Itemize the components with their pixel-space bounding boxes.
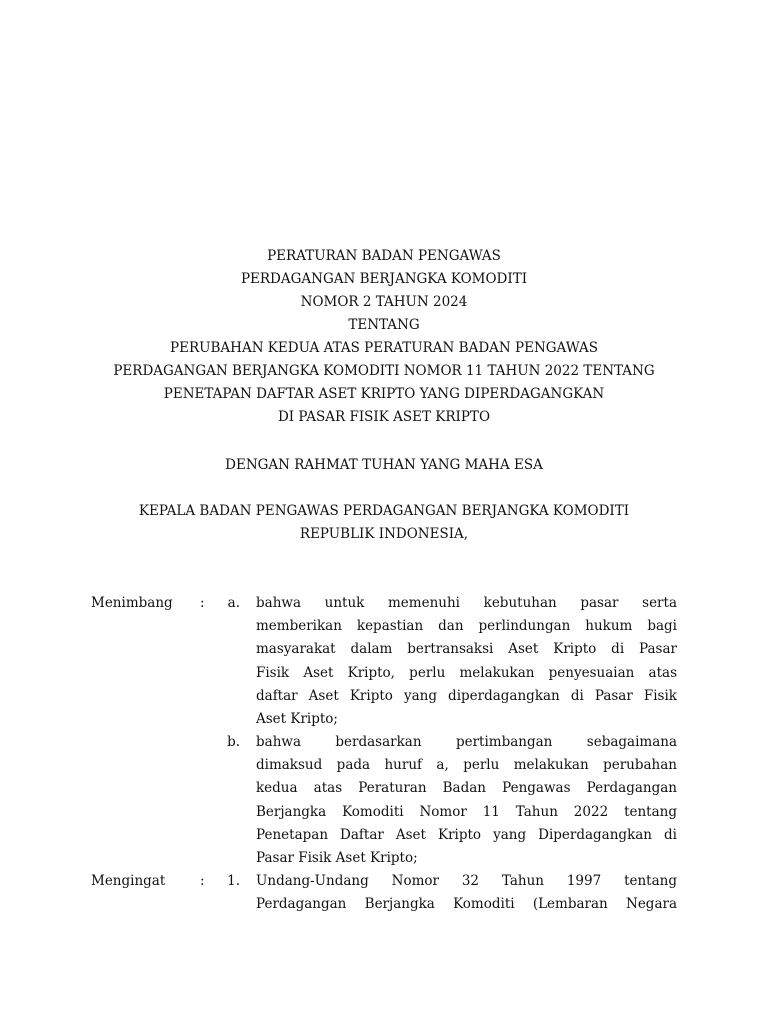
item-marker: a. bbox=[227, 595, 240, 611]
kepala-heading bbox=[0, 500, 768, 546]
text-line: Undang-Undang Nomor 32 Tahun 1997 tentang bbox=[256, 873, 677, 889]
item-text bbox=[256, 592, 677, 731]
rahmat-line: DENGAN RAHMAT TUHAN YANG MAHA ESA bbox=[225, 457, 543, 473]
text-line: Pasar Fisik Aset Kripto; bbox=[256, 849, 418, 866]
text-line: bahwa untuk memenuhi kebutuhan pasar serta bbox=[256, 595, 677, 611]
text-line: Aset Kripto; bbox=[256, 710, 338, 727]
item-marker: b. bbox=[227, 734, 240, 750]
title-line: PERUBAHAN KEDUA ATAS PERATURAN BADAN PENGAWAS bbox=[170, 340, 598, 356]
text-line: kedua atas Peraturan Badan Pengawas Perdagangan bbox=[256, 780, 677, 797]
title-line: PERDAGANGAN BERJANGKA KOMODITI bbox=[240, 271, 528, 287]
title-line: PERDAGANGAN BERJANGKA KOMODITI NOMOR 11 TAHUN 2022 TENTANG bbox=[113, 363, 655, 379]
text-line: memberikan kepastian dan perlindungan hukum bagi bbox=[256, 618, 677, 635]
title-line: NOMOR 2 TAHUN 2024 bbox=[300, 294, 468, 310]
text-line: masyarakat dalam bertransaksi Aset Kripto di Pasar bbox=[256, 641, 677, 658]
text-line: dimaksud pada huruf a, perlu melakukan perubahan bbox=[256, 757, 677, 774]
kepala-line: REPUBLIK INDONESIA, bbox=[299, 526, 469, 542]
title-line: TENTANG bbox=[348, 317, 420, 333]
regulation-title bbox=[0, 245, 768, 429]
mengingat-label: Mengingat bbox=[91, 873, 166, 889]
title-line: PERATURAN BADAN PENGAWAS bbox=[267, 248, 501, 264]
kepala-line: KEPALA BADAN PENGAWAS PERDAGANGAN BERJANGKA KOMODITI bbox=[138, 503, 630, 519]
menimbang-label: Menimbang bbox=[91, 595, 173, 611]
item-marker: 1. bbox=[227, 873, 240, 889]
title-line: DI PASAR FISIK ASET KRIPTO bbox=[277, 409, 491, 425]
text-line: Fisik Aset Kripto, perlu melakukan penyesuaian atas bbox=[256, 664, 677, 681]
item-text bbox=[256, 731, 677, 870]
text-line: Berjangka Komoditi Nomor 11 Tahun 2022 tentang bbox=[256, 803, 677, 820]
text-line: bahwa berdasarkan pertimbangan sebagaimana bbox=[256, 734, 677, 750]
menimbang-colon: : bbox=[200, 595, 205, 611]
item-text bbox=[256, 870, 677, 916]
rahmat-heading bbox=[0, 454, 768, 477]
title-line: PENETAPAN DAFTAR ASET KRIPTO YANG DIPERDAGANGKAN bbox=[163, 386, 605, 402]
text-line: Perdagangan Berjangka Komoditi (Lembaran Negara bbox=[256, 896, 677, 913]
text-line: Penetapan Daftar Aset Kripto yang Diperdagangkan di bbox=[256, 826, 677, 843]
text-line: daftar Aset Kripto yang diperdagangkan di Pasar Fisik bbox=[256, 687, 677, 704]
mengingat-colon: : bbox=[200, 873, 205, 889]
